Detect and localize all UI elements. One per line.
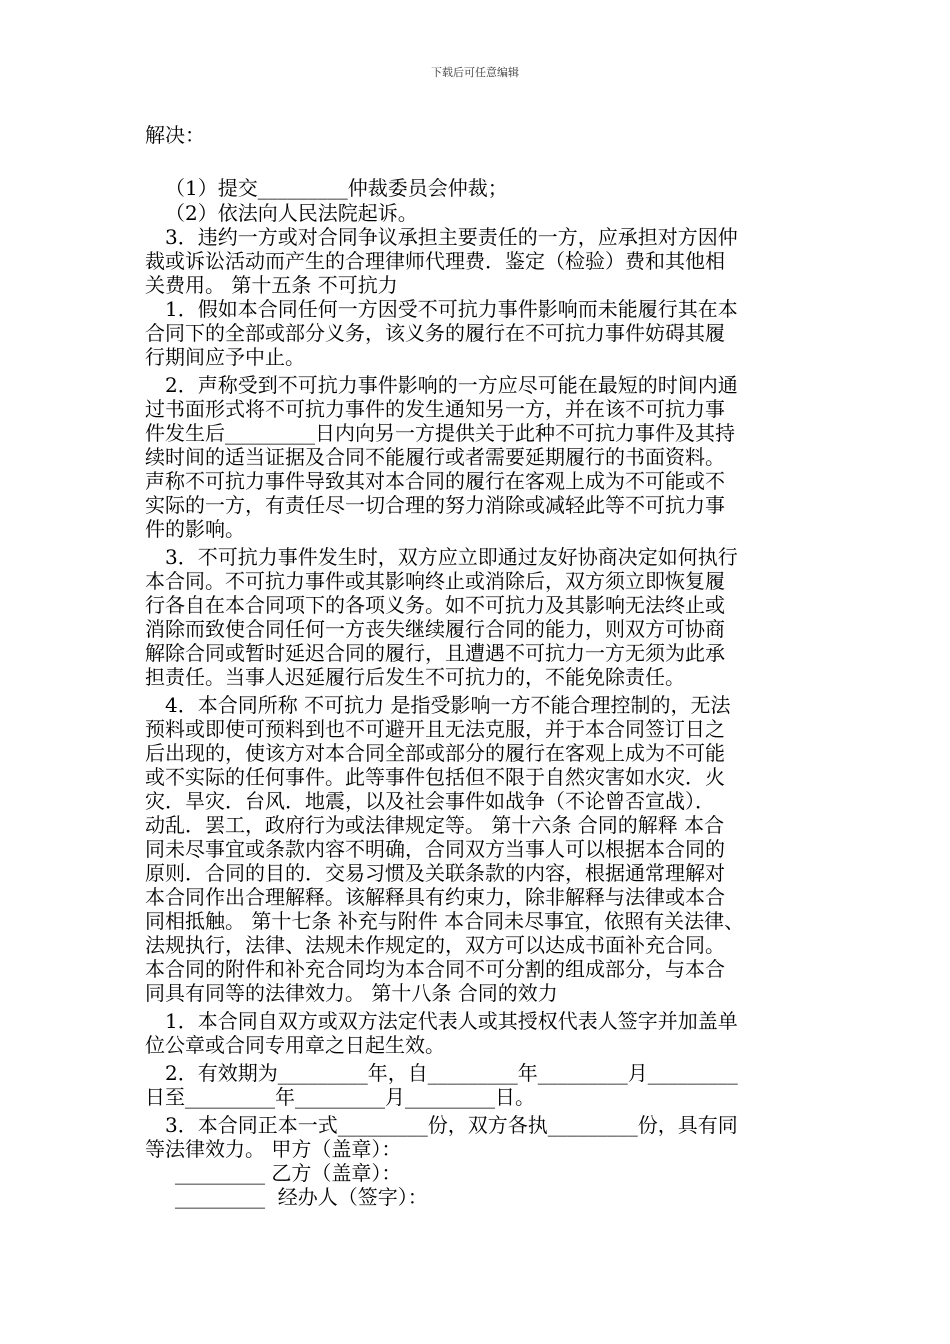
text-line: 行各自在本合同项下的各项义务。如不可抗力及其影响无法终止或: [145, 593, 725, 617]
text-line: 本合同作出合理解释。该解释具有约束力，除非解释与法律或本合: [145, 885, 725, 909]
text-line: _________ 乙方（盖章）：: [175, 1161, 402, 1185]
text-line: 过书面形式将不可抗力事件的发生通知另一方，并在该不可抗力事: [145, 397, 725, 421]
text-line: 等法律效力。 甲方（盖章）：: [145, 1137, 402, 1161]
text-line: 关费用。 第十五条 不可抗力: [145, 273, 398, 297]
text-line: 同具有同等的法律效力。 第十八条 合同的效力: [145, 981, 558, 1005]
text-line: （2）依法向人民法院起诉。: [165, 201, 418, 225]
text-line: 4．本合同所称 不可抗力 是指受影响一方不能合理控制的，无法: [165, 693, 731, 717]
text-line: 2．有效期为_________年，自_________年_________月_________: [165, 1061, 738, 1085]
text-line: 3．违约一方或对合同争议承担主要责任的一方，应承担对方因仲: [165, 225, 738, 249]
text-line: 日至_________年_________月_________日。: [145, 1085, 535, 1109]
text-line: 原则．合同的目的．交易习惯及关联条款的内容，根据通常理解对: [145, 861, 725, 885]
text-line: 声称不可抗力事件导致其对本合同的履行在客观上成为不可能或不: [145, 469, 725, 493]
text-line: 本合同。不可抗力事件或其影响终止或消除后，双方须立即恢复履: [145, 569, 725, 593]
text-line: 动乱．罢工，政府行为或法律规定等。 第十六条 合同的解释 本合: [145, 813, 725, 837]
text-line: 或不实际的任何事件。此等事件包括但不限于自然灾害如水灾．火: [145, 765, 725, 789]
text-line: 同相抵触。 第十七条 补充与附件 本合同未尽事宜，依照有关法律、: [145, 909, 745, 933]
text-line: 行期间应予中止。: [145, 345, 305, 369]
text-line: 同未尽事宜或条款内容不明确，合同双方当事人可以根据本合同的: [145, 837, 725, 861]
text-line: 1．假如本合同任何一方因受不可抗力事件影响而未能履行其在本: [165, 297, 738, 321]
text-line: 消除而致使合同任何一方丧失继续履行合同的能力，则双方可协商: [145, 617, 725, 641]
text-line: 件发生后_________日内向另一方提供关于此种不可抗力事件及其持: [145, 421, 735, 445]
page-header: 下载后可任意编辑: [431, 66, 519, 79]
text-line: 预料或即使可预料到也不可避开且无法克服，并于本合同签订日之: [145, 717, 725, 741]
text-line: 3．本合同正本一式_________份，双方各执_________份，具有同: [165, 1113, 738, 1137]
text-line: 担责任。当事人迟延履行后发生不可抗力的，不能免除责任。: [145, 665, 685, 689]
text-line: 灾．旱灾．台风．地震，以及社会事件如战争（不论曾否宣战）．: [145, 789, 715, 813]
text-line: 位公章或合同专用章之日起生效。: [145, 1033, 445, 1057]
text-line: 解除合同或暂时延迟合同的履行，且遭遇不可抗力一方无须为此承: [145, 641, 725, 665]
text-line: 解决：: [145, 123, 205, 147]
text-line: _________ 经办人（签字）：: [175, 1185, 428, 1209]
text-line: 1．本合同自双方或双方法定代表人或其授权代表人签字并加盖单: [165, 1009, 738, 1033]
text-line: 合同下的全部或部分义务，该义务的履行在不可抗力事件妨碍其履: [145, 321, 725, 345]
text-line: （1）提交_________仲裁委员会仲裁；: [165, 176, 508, 200]
text-line: 3．不可抗力事件发生时，双方应立即通过友好协商决定如何执行: [165, 545, 738, 569]
text-line: 2．声称受到不可抗力事件影响的一方应尽可能在最短的时间内通: [165, 373, 738, 397]
text-line: 法规执行，法律、法规未作规定的，双方可以达成书面补充合同。: [145, 933, 725, 957]
text-line: 裁或诉讼活动而产生的合理律师代理费．鉴定（检验）费和其他相: [145, 249, 725, 273]
text-line: 实际的一方，有责任尽一切合理的努力消除或减轻此等不可抗力事: [145, 493, 725, 517]
text-line: 本合同的附件和补充合同均为本合同不可分割的组成部分，与本合: [145, 957, 725, 981]
text-line: 后出现的，使该方对本合同全部或部分的履行在客观上成为不可能: [145, 741, 725, 765]
text-line: 续时间的适当证据及合同不能履行或者需要延期履行的书面资料。: [145, 445, 725, 469]
text-line: 件的影响。: [145, 517, 245, 541]
